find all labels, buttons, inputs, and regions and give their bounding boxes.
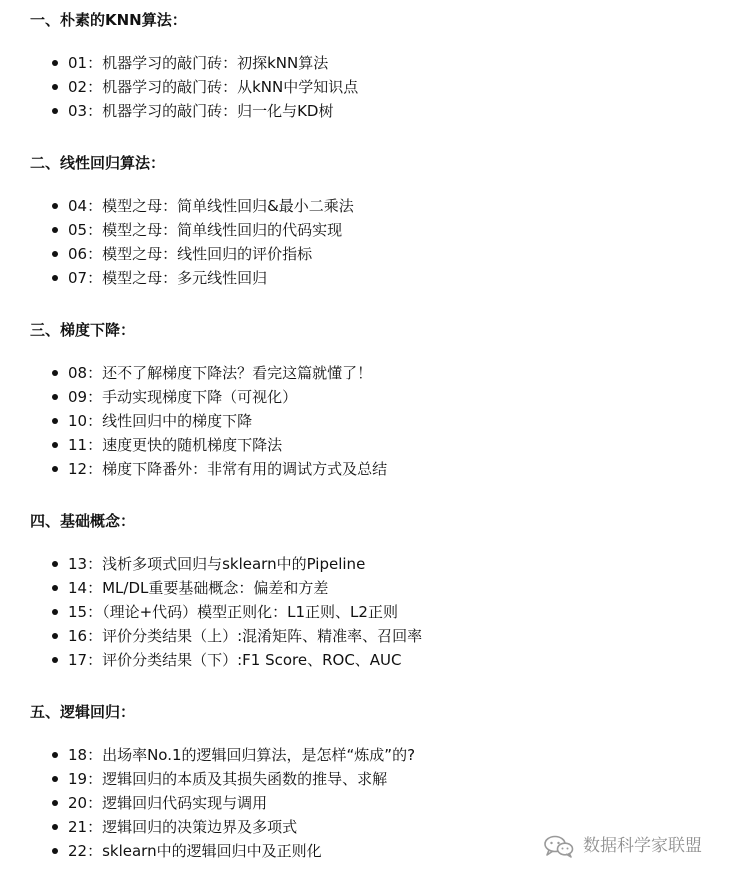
section-title: 三、梯度下降： <box>30 321 136 339</box>
article-list <box>0 552 422 672</box>
list-item[interactable] <box>0 242 354 266</box>
list-item[interactable] <box>0 433 387 457</box>
list-item-label: 18：出场率No.1的逻辑回归算法，是怎样“炼成”的? <box>68 746 416 764</box>
bullet-icon <box>52 466 58 472</box>
list-item[interactable] <box>0 624 422 648</box>
list-item[interactable] <box>0 361 387 385</box>
article-list <box>0 194 354 290</box>
list-item-label: 21：逻辑回归的决策边界及多项式 <box>68 818 298 836</box>
section-title: 二、线性回归算法： <box>30 154 166 172</box>
list-item-label: 04：模型之母：简单线性回归&最小二乘法 <box>68 197 354 215</box>
list-item[interactable] <box>0 552 422 576</box>
list-item-label: 08：还不了解梯度下降法？看完这篇就懂了！ <box>68 364 373 382</box>
section-title: 五、逻辑回归： <box>30 703 136 721</box>
list-item-label: 12：梯度下降番外：非常有用的调试方式及总结 <box>68 460 388 478</box>
list-item[interactable] <box>0 791 415 815</box>
list-item-label: 09：手动实现梯度下降（可视化） <box>68 388 298 406</box>
list-item[interactable] <box>0 266 354 290</box>
bullet-icon <box>52 752 58 758</box>
bullet-icon <box>52 203 58 209</box>
article-list <box>0 361 387 481</box>
list-item-label: 10：线性回归中的梯度下降 <box>68 412 253 430</box>
bullet-icon <box>52 585 58 591</box>
list-item[interactable] <box>0 99 358 123</box>
bullet-icon <box>52 108 58 114</box>
list-item-label: 02：机器学习的敲门砖：从kNN中学知识点 <box>68 78 359 96</box>
wechat-icon <box>543 834 575 858</box>
bullet-icon <box>52 418 58 424</box>
list-item[interactable] <box>0 194 354 218</box>
list-item-label: 01：机器学习的敲门砖：初探kNN算法 <box>68 54 329 72</box>
article-list <box>0 743 415 863</box>
list-item[interactable] <box>0 648 422 672</box>
bullet-icon <box>52 227 58 233</box>
wechat-watermark <box>543 832 702 860</box>
list-item[interactable] <box>0 385 387 409</box>
list-item[interactable] <box>0 576 422 600</box>
bullet-icon <box>52 370 58 376</box>
bullet-icon <box>52 84 58 90</box>
list-item-label: 20：逻辑回归代码实现与调用 <box>68 794 268 812</box>
list-item-label: 19：逻辑回归的本质及其损失函数的推导、求解 <box>68 770 388 788</box>
list-item[interactable] <box>0 409 387 433</box>
list-item-label: 05：模型之母：简单线性回归的代码实现 <box>68 221 343 239</box>
list-item-label: 11：速度更快的随机梯度下降法 <box>68 436 283 454</box>
list-item[interactable] <box>0 815 415 839</box>
list-item-label: 14：ML/DL重要基础概念：偏差和方差 <box>68 579 329 597</box>
article-list <box>0 51 358 123</box>
bullet-icon <box>52 776 58 782</box>
bullet-icon <box>52 609 58 615</box>
list-item-label: 15：（理论+代码）模型正则化：L1正则、L2正则 <box>68 603 398 621</box>
bullet-icon <box>52 251 58 257</box>
list-item[interactable] <box>0 457 387 481</box>
bullet-icon <box>52 275 58 281</box>
bullet-icon <box>52 561 58 567</box>
list-item[interactable] <box>0 743 415 767</box>
bullet-icon <box>52 60 58 66</box>
bullet-icon <box>52 824 58 830</box>
list-item-label: 22：sklearn中的逻辑回归中及正则化 <box>68 842 322 860</box>
bullet-icon <box>52 442 58 448</box>
list-item-label: 17：评价分类结果（下）:F1 Score、ROC、AUC <box>68 651 402 669</box>
list-item[interactable] <box>0 767 415 791</box>
bullet-icon <box>52 394 58 400</box>
bullet-icon <box>52 848 58 854</box>
list-item-label: 13：浅析多项式回归与sklearn中的Pipeline <box>68 555 366 573</box>
bullet-icon <box>52 633 58 639</box>
bullet-icon <box>52 800 58 806</box>
list-item-label: 06：模型之母：线性回归的评价指标 <box>68 245 313 263</box>
list-item[interactable] <box>0 218 354 242</box>
list-item[interactable] <box>0 51 358 75</box>
list-item-label: 07：模型之母：多元线性回归 <box>68 269 268 287</box>
list-item[interactable] <box>0 600 422 624</box>
bullet-icon <box>52 657 58 663</box>
watermark-text: 数据科学家联盟 <box>583 836 702 856</box>
list-item-label: 03：机器学习的敲门砖：归一化与KD树 <box>68 102 334 120</box>
list-item[interactable] <box>0 75 358 99</box>
list-item-label: 16：评价分类结果（上）:混淆矩阵、精准率、召回率 <box>68 627 423 645</box>
section-title: 四、基础概念： <box>30 512 136 530</box>
list-item[interactable] <box>0 839 415 863</box>
section-title: 一、朴素的KNN算法： <box>30 11 187 29</box>
